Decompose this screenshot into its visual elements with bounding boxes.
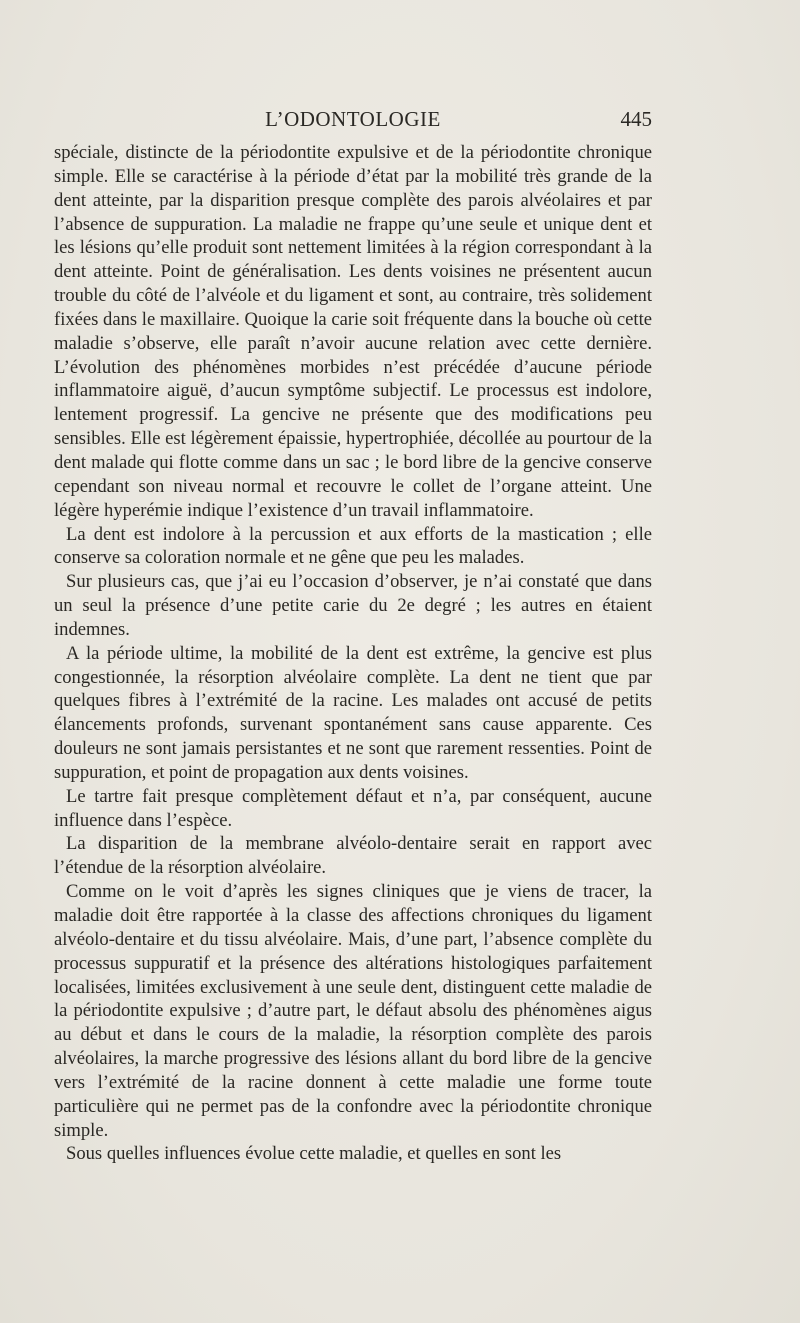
paragraph: Sur plusieurs cas, que j’ai eu l’occasion d’observer, je n’ai constaté que dans un seul la présence d’une petite carie du 2e degré ; les autres en étaient indemnes. xyxy=(54,571,652,640)
page-header xyxy=(54,105,652,135)
paragraph: A la période ultime, la mobilité de la dent est extrême, la gencive est plus congestionnée, la résorption alvéolaire complète. La dent ne tient que par quelques fibres à l’extrémité de la racine. Les malades ont accusé de petits élancements profonds, survenant spontanément sans cause apparente. Ces douleurs ne sont jamais persistantes et ne sont que rarement ressenties. Point de suppuration, et point de propagation aux dents voisines. xyxy=(54,642,652,783)
body-text xyxy=(54,141,652,1166)
paragraph: Sous quelles influences évolue cette maladie, et quelles en sont les xyxy=(66,1143,562,1165)
paragraph: La dent est indolore à la percussion et aux efforts de la mastication ; elle conserve sa coloration normale et ne gêne que peu les malades. xyxy=(54,523,652,569)
page-number: 445 xyxy=(620,107,652,131)
paragraph: Comme on le voit d’après les signes cliniques que je viens de tracer, la maladie doit être rapportée à la classe des affections chroniques du ligament alvéolo-dentaire et du tissu alvéolaire. Mais, d’une part, l’absence complète du processus suppuratif et la présence des altérations histologiques parfaitement localisées, limitées exclusivement à une seule dent, distinguent cette maladie de la périodontite expulsive ; d’autre part, le défaut absolu des phénomènes aigus au début et dans le cours de la maladie, la résorption complète des parois alvéolaires, la marche progressive des lésions allant du bord libre de la gencive vers l’extrémité de la racine donnent à cette maladie une forme toute particulière qui ne permet pas de la confondre avec la périodontite chronique simple. xyxy=(54,881,652,1141)
paragraph: spéciale, distincte de la périodontite expulsive et de la périodontite chronique simple. Elle se caractérise à la période d’état par la mobilité très grande de la dent atteinte, par la disparition presque complète des parois alvéolaires et par l’absence de suppuration. La maladie ne frappe qu’une seule et unique dent et les lésions qu’elle produit sont nettement limitées à la région correspondant à la dent atteinte. Point de généralisation. Les dents voisines ne présentent aucun trouble du côté de l’alvéole et du ligament et sont, au contraire, très solidement fixées dans le maxillaire. Quoique la carie soit fréquente dans la bouche où cette maladie s’observe, elle paraît n’avoir aucune relation avec cette dernière. L’évolution des phénomènes morbides n’est précédée d’aucune période inflammatoire aiguë, d’aucun symptôme subjectif. Le processus est indolore, lentement progressif. La gencive ne présente que des modifications peu sensibles. Elle est légèrement épaissie, hypertrophiée, décollée au pourtour de la dent malade qui flotte comme dans un sac ; le bord libre de la gencive conserve cependant son niveau normal et recouvre le collet de l’organe atteint. Une légère hyperémie indique l’existence d’un travail inflammatoire. xyxy=(54,142,652,521)
paragraph: Le tartre fait presque complètement défaut et n’a, par conséquent, aucune influence dans l’espèce. xyxy=(54,785,652,831)
paragraph: La disparition de la membrane alvéolo-dentaire serait en rapport avec l’étendue de la résorption alvéolaire. xyxy=(54,833,652,879)
running-head: L’ODONTOLOGIE xyxy=(265,107,441,131)
